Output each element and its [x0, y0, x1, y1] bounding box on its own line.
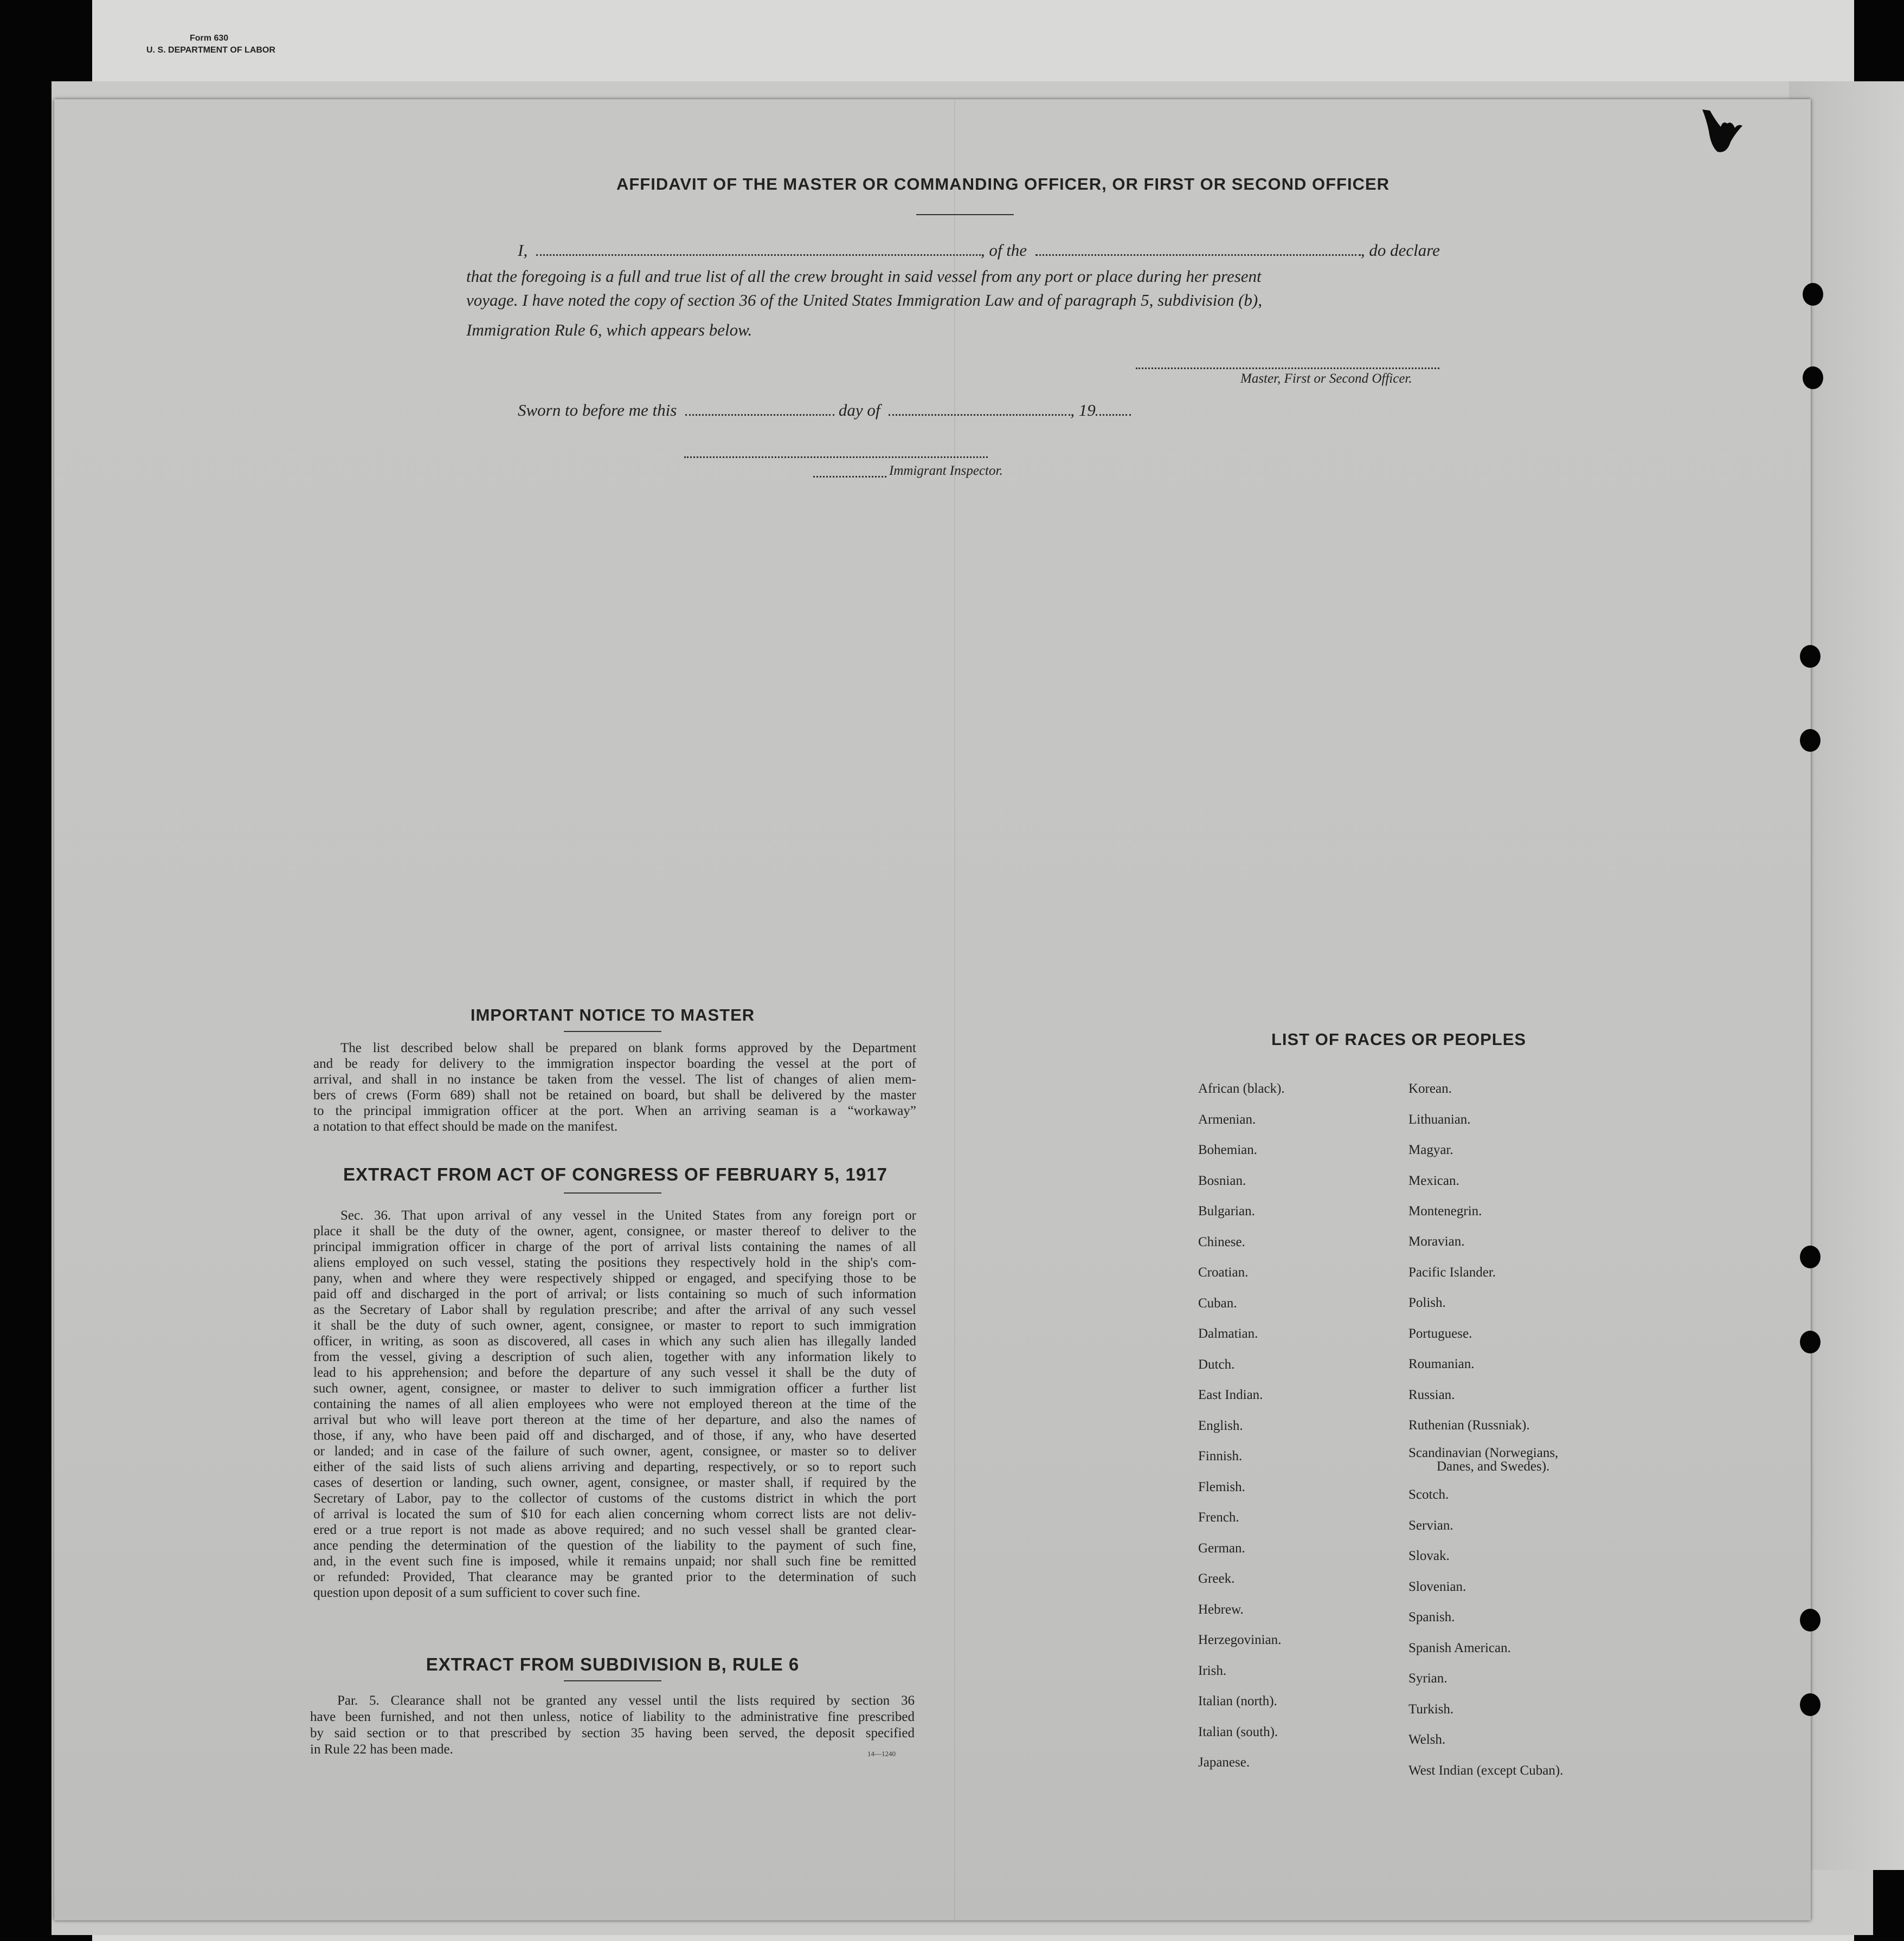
body-line: it shall be the duty of such owner, agent, consignee, or master to report to such immigration: [313, 1318, 916, 1333]
race-list-item: Greek.: [1198, 1571, 1235, 1586]
body-line: place it shall be the duty of the owner, agent, consignee, or master thereof to deliver to the: [313, 1224, 916, 1239]
body-line: containing the names of all alien employees who were not employed thereon at the time of the: [313, 1397, 916, 1411]
race-list-item: Servian.: [1408, 1518, 1453, 1533]
body-line: arrival but who will leave port thereon at the time of her departure, and also the names of: [313, 1413, 916, 1427]
affidavit-line-3: voyage. I have noted the copy of section 36 of the United States Immigration Law and of paragraph 5, subdivision (b),: [466, 291, 1262, 309]
body-line: officer, in writing, as soon as discovered, all cases in which any such alien has illegally landed: [313, 1334, 916, 1349]
race-list-item: Welsh.: [1408, 1732, 1446, 1747]
race-list-item: Danes, and Swedes).: [1437, 1459, 1550, 1474]
master-signature-label: Master, First or Second Officer.: [1240, 371, 1412, 386]
body-line: arrival, and shall in no instance be taken from the vessel. The list of changes of alien mem-: [313, 1072, 916, 1087]
body-line: ance pending the determination of the question of the liability to the payment of such fine,: [313, 1538, 916, 1553]
race-list-item: Bulgarian.: [1198, 1204, 1255, 1218]
sworn-year: , 19: [1070, 401, 1096, 420]
race-list-item: African (black).: [1198, 1081, 1285, 1096]
ink-blot-mark: [1697, 104, 1746, 156]
race-list-item: Roumanian.: [1408, 1357, 1475, 1371]
race-list-item: Montenegrin.: [1408, 1204, 1482, 1218]
body-line: in Rule 22 has been made.: [310, 1742, 453, 1757]
body-line: lead to his apprehension; and before the departure of any such vessel it shall be the duty of: [313, 1365, 916, 1380]
body-line: bers of crews (Form 689) shall not be retained on board, but shall be delivered by the master: [313, 1088, 916, 1102]
body-line: Sec. 36. That upon arrival of any vessel in the United States from any foreign port or: [340, 1208, 916, 1223]
sworn-prefix: Sworn to before me this: [518, 401, 677, 420]
affidavit-line-2: that the foregoing is a full and true list of all the crew brought in said vessel from any port or place during her present: [466, 267, 1262, 286]
race-list-item: Herzegovinian.: [1198, 1633, 1282, 1647]
race-list-item: Italian (north).: [1198, 1694, 1277, 1708]
body-line: The list described below shall be prepared on blank forms approved by the Department: [340, 1041, 916, 1055]
punch-hole: [1800, 1609, 1821, 1632]
department-label: U. S. DEPARTMENT OF LABOR: [146, 46, 275, 55]
race-list-item: Polish.: [1408, 1295, 1446, 1310]
affidavit-title-rule: [916, 214, 1014, 215]
race-list-item: Finnish.: [1198, 1449, 1243, 1463]
inspector-short-line: [813, 470, 886, 478]
act-extract-title: EXTRACT FROM ACT OF CONGRESS OF FEBRUARY 5, 1917: [343, 1164, 887, 1184]
race-list-item: Armenian.: [1198, 1112, 1256, 1127]
race-list-item: Irish.: [1198, 1663, 1227, 1678]
punch-hole: [1803, 366, 1823, 389]
sworn-day-of: day of: [838, 401, 880, 420]
races-title: LIST OF RACES OR PEOPLES: [1271, 1030, 1527, 1049]
master-signature-line[interactable]: [1136, 362, 1439, 369]
vessel-blank[interactable]: [1035, 249, 1361, 256]
affidavit-title: AFFIDAVIT OF THE MASTER OR COMMANDING OFFICER, OR FIRST OR SECOND OFFICER: [616, 175, 1390, 194]
body-line: as the Secretary of Labor shall by regulation prescribe; and after the arrival of any such vessel: [313, 1302, 916, 1317]
body-line: or refunded: Provided, That clearance may be granted prior to the determination of such: [313, 1570, 916, 1584]
punch-hole: [1800, 1331, 1821, 1353]
body-line: aliens employed on such vessel, stating the positions they respectively hold in the ship's com-: [313, 1255, 916, 1270]
affidavit-of-the: , of the: [980, 241, 1027, 260]
body-line: to the principal immigration officer at the port. When an arriving seaman is a “workaway”: [313, 1104, 916, 1118]
punch-hole: [1800, 645, 1821, 668]
body-line: have been furnished, and not then unless, notice of liability to the administrative fine prescribed: [310, 1710, 915, 1724]
punch-hole: [1800, 1246, 1821, 1268]
race-list-item: Hebrew.: [1198, 1602, 1244, 1617]
race-list-item: Moravian.: [1408, 1234, 1465, 1249]
body-line: ered or a true report is not made as above required; and no such vessel shall be granted clear-: [313, 1523, 916, 1537]
act-extract-title-rule: [564, 1192, 661, 1194]
notice-title: IMPORTANT NOTICE TO MASTER: [470, 1005, 755, 1024]
body-line: cases of desertion or landing, such owner, agent, consignee, or master shall, if required by the: [313, 1475, 916, 1490]
race-list-item: Italian (south).: [1198, 1725, 1278, 1739]
affidavit-line-1: [518, 238, 1477, 262]
body-line: paid off and discharged in the port of arrival; or lists containing so much of such information: [313, 1287, 916, 1301]
body-line: a notation to that effect should be made on the manifest.: [313, 1119, 618, 1134]
race-list-item: Slovak.: [1408, 1549, 1450, 1563]
body-line: and, in the event such fine is imposed, while it remains unpaid; nor shall such fine be remitted: [313, 1554, 916, 1569]
sworn-year-blank[interactable]: [1096, 409, 1131, 416]
page-fold-line: [954, 99, 955, 1920]
body-line: those, if any, who have been paid off and discharged, and of those, if any, who have deserted: [313, 1428, 916, 1443]
punch-hole: [1800, 1693, 1821, 1716]
affidavit-line-4: Immigration Rule 6, which appears below.: [466, 320, 752, 339]
race-list-item: Dutch.: [1198, 1357, 1235, 1372]
form-number-label: Form 630: [190, 34, 229, 43]
race-list-item: West Indian (except Cuban).: [1408, 1763, 1564, 1778]
race-list-item: Scandinavian (Norwegians,: [1408, 1446, 1559, 1460]
inspector-signature-line[interactable]: [684, 451, 988, 458]
race-list-item: Bohemian.: [1198, 1143, 1258, 1157]
sworn-month-blank[interactable]: [889, 409, 1070, 416]
body-line: question upon deposit of a sum sufficient to cover such fine.: [313, 1585, 640, 1600]
race-list-item: East Indian.: [1198, 1388, 1263, 1402]
body-line: such owner, agent, consignee, or master to deliver to such immigration officer a further list: [313, 1381, 916, 1396]
body-line: either of the said lists of such aliens arriving and departing, respectively, or so to report such: [313, 1460, 916, 1474]
notice-title-rule: [564, 1031, 661, 1032]
race-list-item: French.: [1198, 1510, 1239, 1525]
body-line: by said section or to that prescribed by section 35 having been served, the deposit specified: [310, 1726, 915, 1740]
body-line: pany, when and where they were respectively shipped or engaged, and specifying those to be: [313, 1271, 916, 1286]
race-list-item: Pacific Islander.: [1408, 1265, 1496, 1280]
body-line: or landed; and in case of the failure of such owner, agent, consignee, or master so to deliver: [313, 1444, 916, 1459]
race-list-item: Japanese.: [1198, 1755, 1250, 1770]
race-list-item: Syrian.: [1408, 1671, 1448, 1686]
affidavit-declare: , do declare: [1360, 241, 1440, 260]
print-code: 14—1240: [867, 1750, 896, 1758]
race-list-item: Ruthenian (Russniak).: [1408, 1418, 1530, 1433]
rule-extract-title: EXTRACT FROM SUBDIVISION B, RULE 6: [426, 1654, 800, 1674]
race-list-item: Portuguese.: [1408, 1326, 1472, 1341]
race-list-item: Cuban.: [1198, 1296, 1237, 1311]
race-list-item: Scotch.: [1408, 1487, 1449, 1502]
body-line: Secretary of Labor, pay to the collector of customs of the customs district in which the port: [313, 1491, 916, 1506]
body-line: of arrival is located the sum of $10 for each alien concerning whom correct lists are not deliv-: [313, 1507, 916, 1521]
race-list-item: Mexican.: [1408, 1173, 1459, 1188]
punch-hole: [1800, 729, 1821, 752]
race-list-item: Magyar.: [1408, 1143, 1453, 1157]
body-line: Par. 5. Clearance shall not be granted any vessel until the lists required by section 36: [337, 1693, 915, 1708]
rule-extract-title-rule: [564, 1680, 661, 1681]
race-list-item: Chinese.: [1198, 1235, 1245, 1249]
race-list-item: Turkish.: [1408, 1702, 1454, 1717]
form-header: [146, 33, 275, 56]
race-list-item: Lithuanian.: [1408, 1112, 1471, 1127]
sworn-line: [518, 398, 1131, 422]
race-list-item: Dalmatian.: [1198, 1326, 1258, 1341]
sworn-day-blank[interactable]: [685, 409, 834, 416]
race-list-item: Korean.: [1408, 1081, 1452, 1096]
punch-hole: [1803, 283, 1823, 306]
race-list-item: English.: [1198, 1418, 1243, 1433]
race-list-item: Croatian.: [1198, 1265, 1249, 1280]
inspector-label: Immigrant Inspector.: [889, 463, 1003, 478]
name-blank[interactable]: [536, 249, 981, 256]
body-line: and be ready for delivery to the immigration inspector boarding the vessel at the port of: [313, 1056, 916, 1071]
race-list-item: Slovenian.: [1408, 1579, 1466, 1594]
race-list-item: Spanish American.: [1408, 1641, 1511, 1655]
race-list-item: Flemish.: [1198, 1480, 1245, 1494]
body-line: principal immigration officer in charge of the port of arrival lists containing the names of all: [313, 1240, 916, 1254]
race-list-item: Russian.: [1408, 1388, 1455, 1402]
race-list-item: German.: [1198, 1541, 1245, 1556]
race-list-item: Spanish.: [1408, 1610, 1455, 1624]
body-line: from the vessel, giving a description of such alien, together with any information likely to: [313, 1350, 916, 1364]
race-list-item: Bosnian.: [1198, 1173, 1246, 1188]
affidavit-i: I,: [518, 241, 528, 260]
